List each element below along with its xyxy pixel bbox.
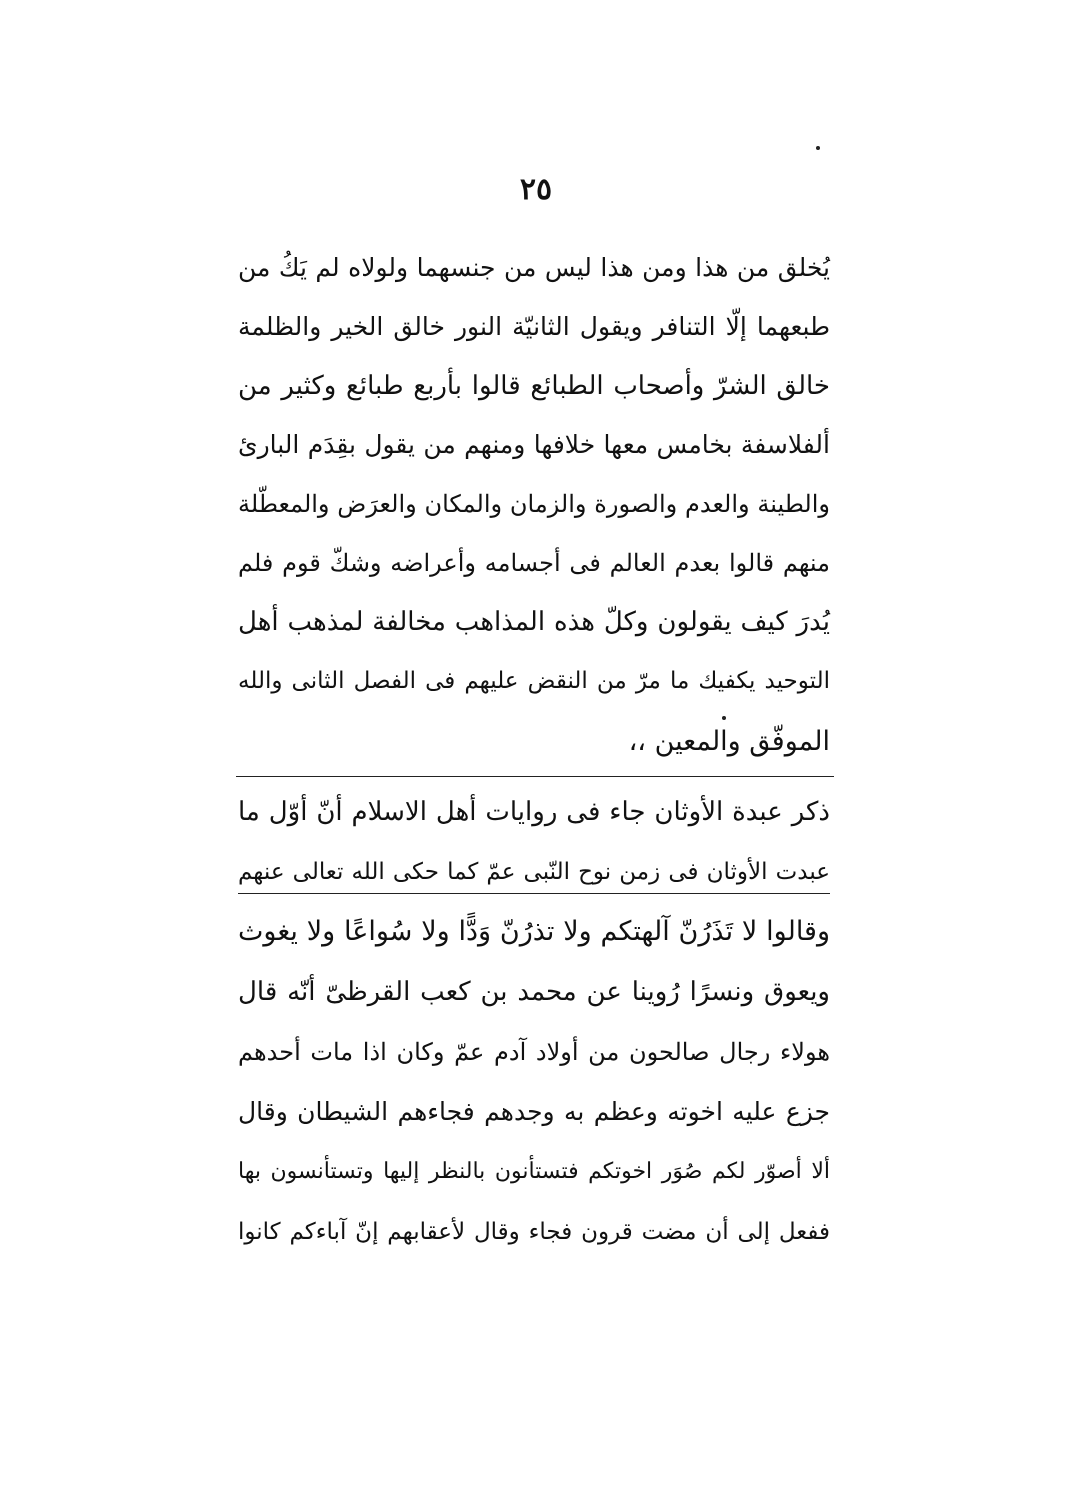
- text-line: هولاء رجال صالحون من أولاد آدم عمّ وكان اذا مات أحدهم: [238, 1038, 830, 1066]
- scan-speck: [816, 146, 820, 150]
- text-line: جزع عليه اخوته وعظم به وجدهم فجاءهم الشيطان وقال: [238, 1097, 830, 1126]
- horizontal-rule: [236, 776, 834, 777]
- text-line: والطينة والعدم والصورة والزمان والمكان والعرَض والمعطّلة: [238, 490, 830, 518]
- text-line: طبعهما إلّا التنافر ويقول الثانيّة النور خالق الخير والظلمة: [238, 312, 830, 341]
- horizontal-rule: [238, 893, 830, 894]
- text-line: يُدرَ كيف يقولون وكلّ هذه المذاهب مخالفة لمذهب أهل: [238, 607, 830, 637]
- text-line: ألا أصوّر لكم صُوَر اخوتكم فتستأنون بالنظر إليها وتستأنسون بها: [238, 1159, 831, 1184]
- text-line: ففعل إلى أن مضت قرون فجاء وقال لأعقابهم إنّ آباءكم كانوا: [238, 1219, 830, 1245]
- section-heading-line: ذكر عبدة الأوثان جاء فى روايات أهل الاسلام أنّ أوّل ما: [238, 797, 830, 827]
- scan-speck: [722, 716, 726, 720]
- text-line: منهم قالوا بعدم العالم فى أجسامه وأعراضه وشكّ قوم فلم: [238, 549, 830, 577]
- text-line: يُخلق من هذا ومن هذا ليس من جنسهما ولولاه لم يَكُ من: [238, 253, 830, 282]
- text-line: الموفّق والمعين ،،: [628, 726, 830, 757]
- page-number: ٢٥: [519, 172, 553, 207]
- text-line: ألفلاسفة بخامس معها خلافها ومنهم من يقول بقِدَم البارئ: [238, 430, 830, 459]
- text-line: عبدت الأوثان فى زمن نوح النّبى عمّ كما حكى الله تعالى عنهم: [238, 859, 830, 885]
- text-line: وقالوا لا تَذَرُنّ آلهتكم ولا تذرُنّ وَدًّا ولا سُواعًا ولا يغوث: [238, 916, 830, 947]
- text-line: خالق الشرّ وأصحاب الطبائع قالوا بأربع طبائع وكثير من: [238, 371, 830, 401]
- text-line: ويعوق ونسرًا رُوينا عن محمد بن كعب القرظىّ أنّه قال: [238, 977, 830, 1007]
- text-line: التوحيد يكفيك ما مرّ من النقض عليهم فى الفصل الثانى والله: [238, 668, 830, 694]
